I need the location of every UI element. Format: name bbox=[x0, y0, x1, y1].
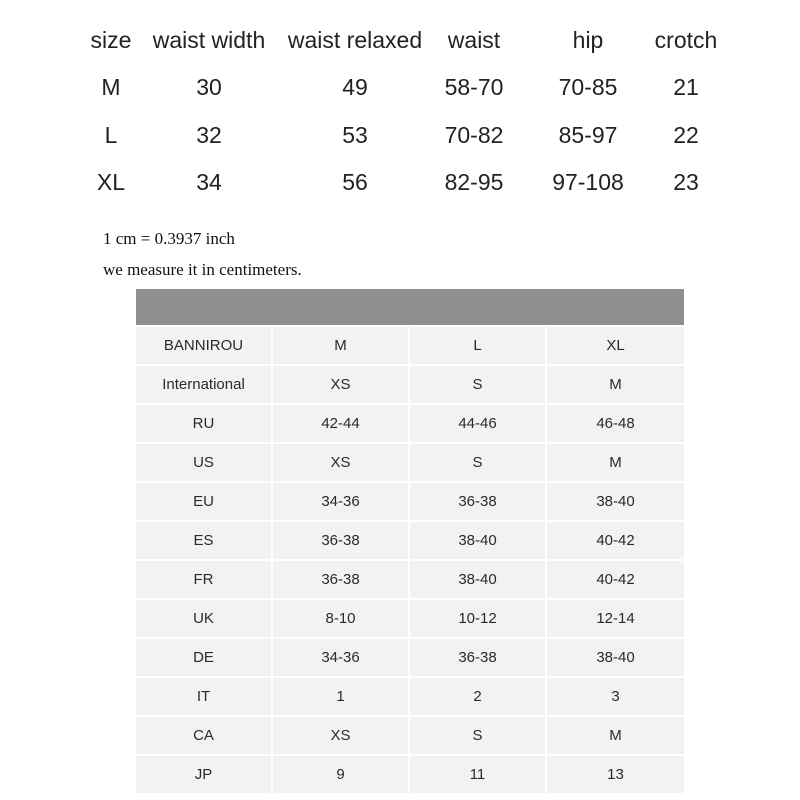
size-cell: 1 bbox=[273, 678, 408, 715]
table-row bbox=[136, 405, 684, 442]
row-label-cell: CA bbox=[136, 717, 271, 754]
size-cell: 8-10 bbox=[273, 600, 408, 637]
row-label-cell: FR bbox=[136, 561, 271, 598]
size-cell: XL bbox=[547, 327, 684, 364]
size-cell: M bbox=[547, 366, 684, 403]
measurement-cell: 32 bbox=[196, 122, 222, 148]
size-cell: S bbox=[410, 717, 545, 754]
unit-conversion-note: 1 cm = 0.3937 inch bbox=[103, 229, 235, 248]
row-label-cell: BANNIROU bbox=[136, 327, 271, 364]
size-cell: M bbox=[547, 717, 684, 754]
table-row bbox=[136, 522, 684, 559]
measurement-cell: 58-70 bbox=[444, 74, 504, 100]
measurement-header: hip bbox=[572, 27, 604, 53]
measurement-cell: XL bbox=[96, 169, 126, 195]
table-row bbox=[136, 561, 684, 598]
size-cell: 12-14 bbox=[547, 600, 684, 637]
size-cell: 11 bbox=[410, 756, 545, 793]
measurement-header: waist bbox=[447, 27, 501, 53]
size-cell: XS bbox=[273, 366, 408, 403]
measurement-header: crotch bbox=[654, 27, 718, 53]
table-row bbox=[136, 444, 684, 481]
measurement-cell: 70-82 bbox=[444, 122, 504, 148]
size-cell: M bbox=[547, 444, 684, 481]
size-cell: M bbox=[273, 327, 408, 364]
measurement-cell: 22 bbox=[673, 122, 699, 148]
size-cell: 9 bbox=[273, 756, 408, 793]
table-row bbox=[136, 600, 684, 637]
size-cell: 38-40 bbox=[410, 522, 545, 559]
size-cell: 2 bbox=[410, 678, 545, 715]
size-cell: 13 bbox=[547, 756, 684, 793]
table-body bbox=[136, 327, 684, 793]
size-cell: 46-48 bbox=[547, 405, 684, 442]
measurement-cell: 21 bbox=[673, 74, 699, 100]
size-cell: 3 bbox=[547, 678, 684, 715]
measurement-cell: M bbox=[101, 74, 121, 100]
table-row bbox=[136, 678, 684, 715]
row-label-cell: US bbox=[136, 444, 271, 481]
row-label-cell: UK bbox=[136, 600, 271, 637]
row-label-cell: ES bbox=[136, 522, 271, 559]
size-cell: 34-36 bbox=[273, 483, 408, 520]
size-cell: 40-42 bbox=[547, 561, 684, 598]
measurement-cell: 49 bbox=[342, 74, 368, 100]
size-cell: 36-38 bbox=[273, 522, 408, 559]
measurement-cell: 53 bbox=[342, 122, 368, 148]
size-cell: 36-38 bbox=[273, 561, 408, 598]
measurement-cell: 82-95 bbox=[444, 169, 504, 195]
size-cell: S bbox=[410, 444, 545, 481]
size-cell: 42-44 bbox=[273, 405, 408, 442]
size-cell: 34-36 bbox=[273, 639, 408, 676]
table-row bbox=[136, 717, 684, 754]
measurement-header: size bbox=[90, 27, 132, 53]
row-label-cell: International bbox=[136, 366, 271, 403]
size-cell: 38-40 bbox=[547, 639, 684, 676]
measurement-header: waist width bbox=[152, 27, 266, 53]
table-row bbox=[136, 483, 684, 520]
row-label-cell: RU bbox=[136, 405, 271, 442]
table-row bbox=[136, 366, 684, 403]
measurement-cell: 85-97 bbox=[558, 122, 618, 148]
row-label-cell: EU bbox=[136, 483, 271, 520]
measurement-header: waist relaxed bbox=[287, 27, 423, 53]
measurement-cell: 97-108 bbox=[552, 169, 624, 195]
measurement-cell: 70-85 bbox=[558, 74, 618, 100]
size-cell: L bbox=[410, 327, 545, 364]
size-cell: S bbox=[410, 366, 545, 403]
measurement-cell: 30 bbox=[196, 74, 222, 100]
table-row bbox=[136, 756, 684, 793]
table-row bbox=[136, 639, 684, 676]
size-cell: XS bbox=[273, 717, 408, 754]
size-cell: 40-42 bbox=[547, 522, 684, 559]
table-header-bar bbox=[136, 289, 684, 325]
size-cell: 44-46 bbox=[410, 405, 545, 442]
size-cell: 38-40 bbox=[410, 561, 545, 598]
size-cell: 36-38 bbox=[410, 639, 545, 676]
size-cell: 10-12 bbox=[410, 600, 545, 637]
measurement-cell: 34 bbox=[196, 169, 222, 195]
size-cell: 36-38 bbox=[410, 483, 545, 520]
measurement-unit-note: we measure it in centimeters. bbox=[103, 260, 302, 279]
row-label-cell: IT bbox=[136, 678, 271, 715]
size-cell: XS bbox=[273, 444, 408, 481]
measurement-cell: L bbox=[104, 122, 118, 148]
measurement-cell: 56 bbox=[342, 169, 368, 195]
size-conversion-table bbox=[136, 289, 684, 793]
row-label-cell: DE bbox=[136, 639, 271, 676]
measurement-table bbox=[0, 0, 800, 210]
table-row bbox=[136, 327, 684, 364]
row-label-cell: JP bbox=[136, 756, 271, 793]
size-cell: 38-40 bbox=[547, 483, 684, 520]
measurement-cell: 23 bbox=[673, 169, 699, 195]
